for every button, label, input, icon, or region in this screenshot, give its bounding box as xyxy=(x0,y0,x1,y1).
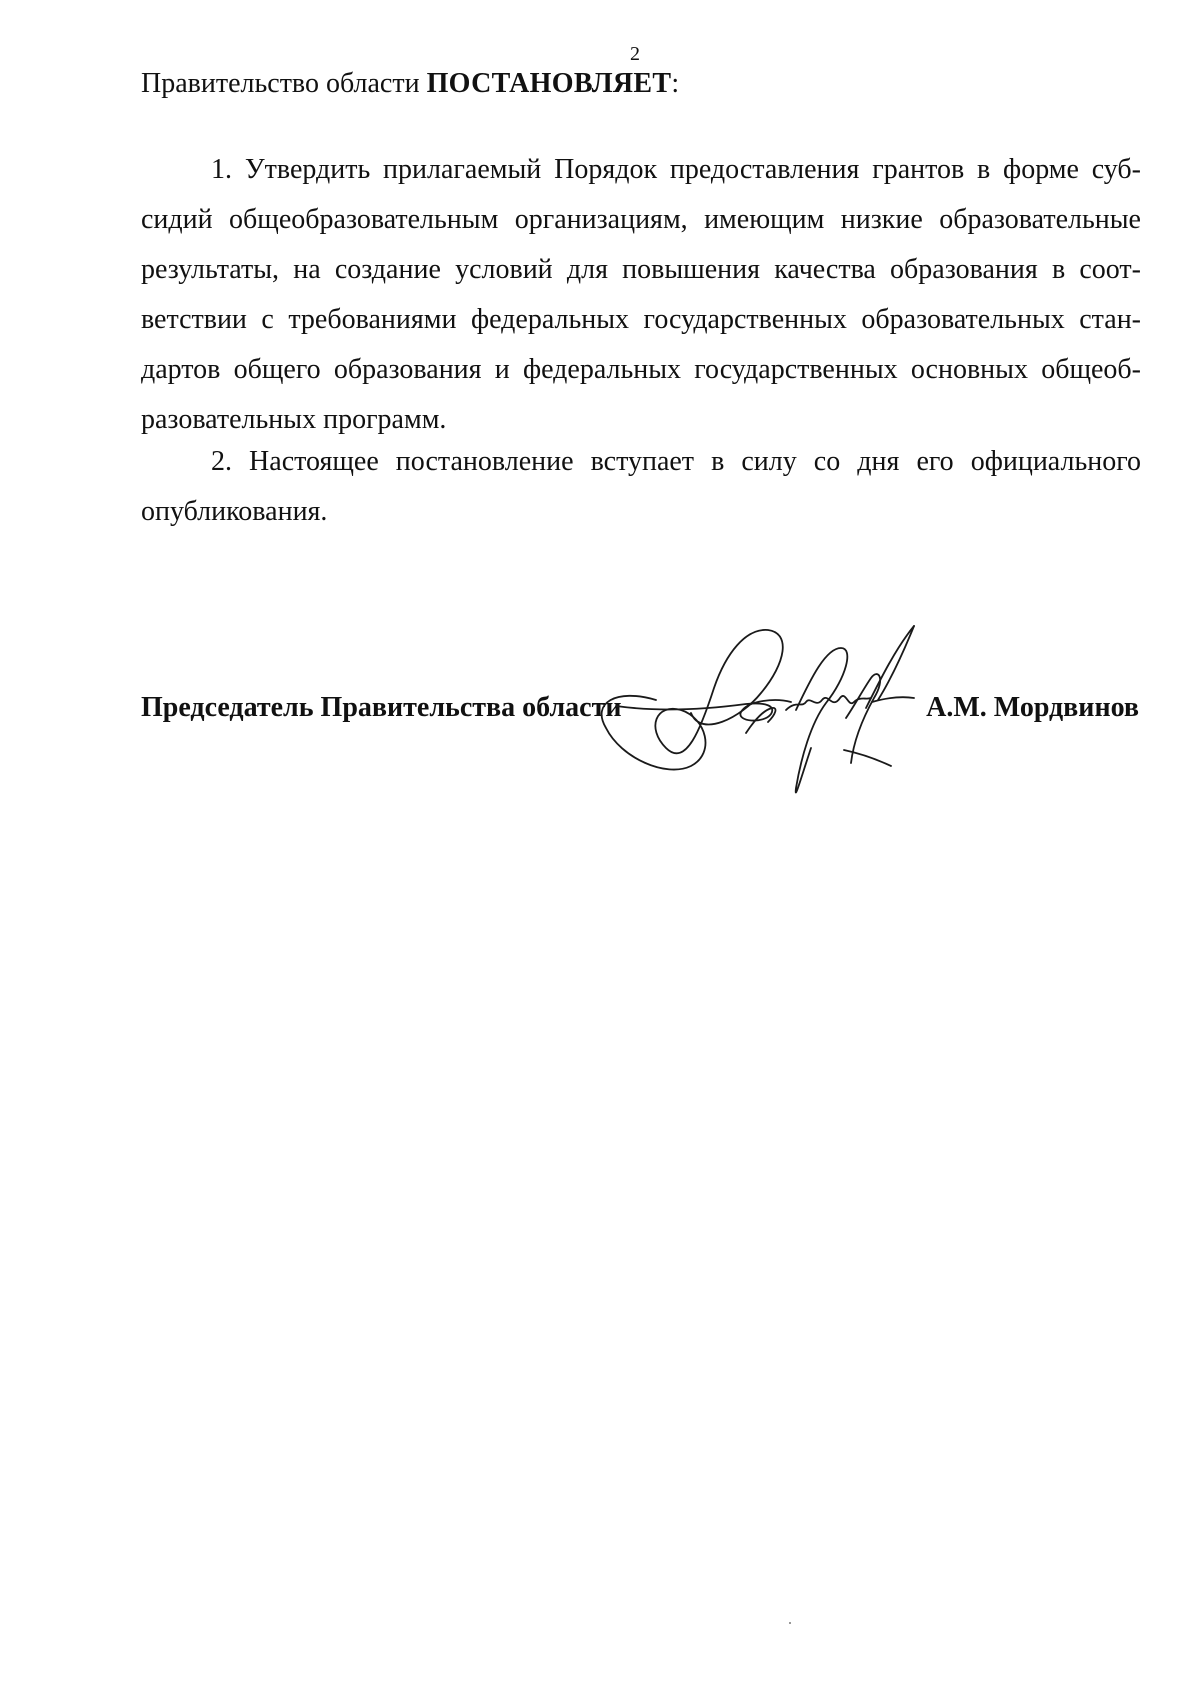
resolution-item-1 xyxy=(141,145,1141,445)
signatory-name: А.М. Мордвинов xyxy=(926,692,1139,723)
resolution-item-2-text: 2. Настоящее постановление вступает в силу со дня его официального опубликования. xyxy=(141,446,1141,527)
resolution-item-1-text: 1. Утвердить прилагаемый Порядок предоставления грантов в форме суб-сидий общеобразовательным организациям, имеющим низкие образовательные результаты, на создание условий для повышения качества образования в соот-ветствии с требованиями федеральных государственных образовательных стан-дартов общего образования и федеральных государственных основных общеоб-разовательных программ. xyxy=(141,154,1141,435)
page-number: 2 xyxy=(630,43,640,65)
preamble-verb: ПОСТАНОВЛЯЕТ xyxy=(426,68,672,99)
signatory-position: Председатель Правительства области xyxy=(141,692,622,723)
preamble-lead: Правительство области xyxy=(141,68,427,99)
resolution-item-2 xyxy=(141,437,1141,537)
scan-speck xyxy=(789,1622,791,1624)
handwritten-signature xyxy=(596,618,956,818)
preamble-trail: : xyxy=(671,68,680,99)
resolution-preamble xyxy=(141,64,679,104)
